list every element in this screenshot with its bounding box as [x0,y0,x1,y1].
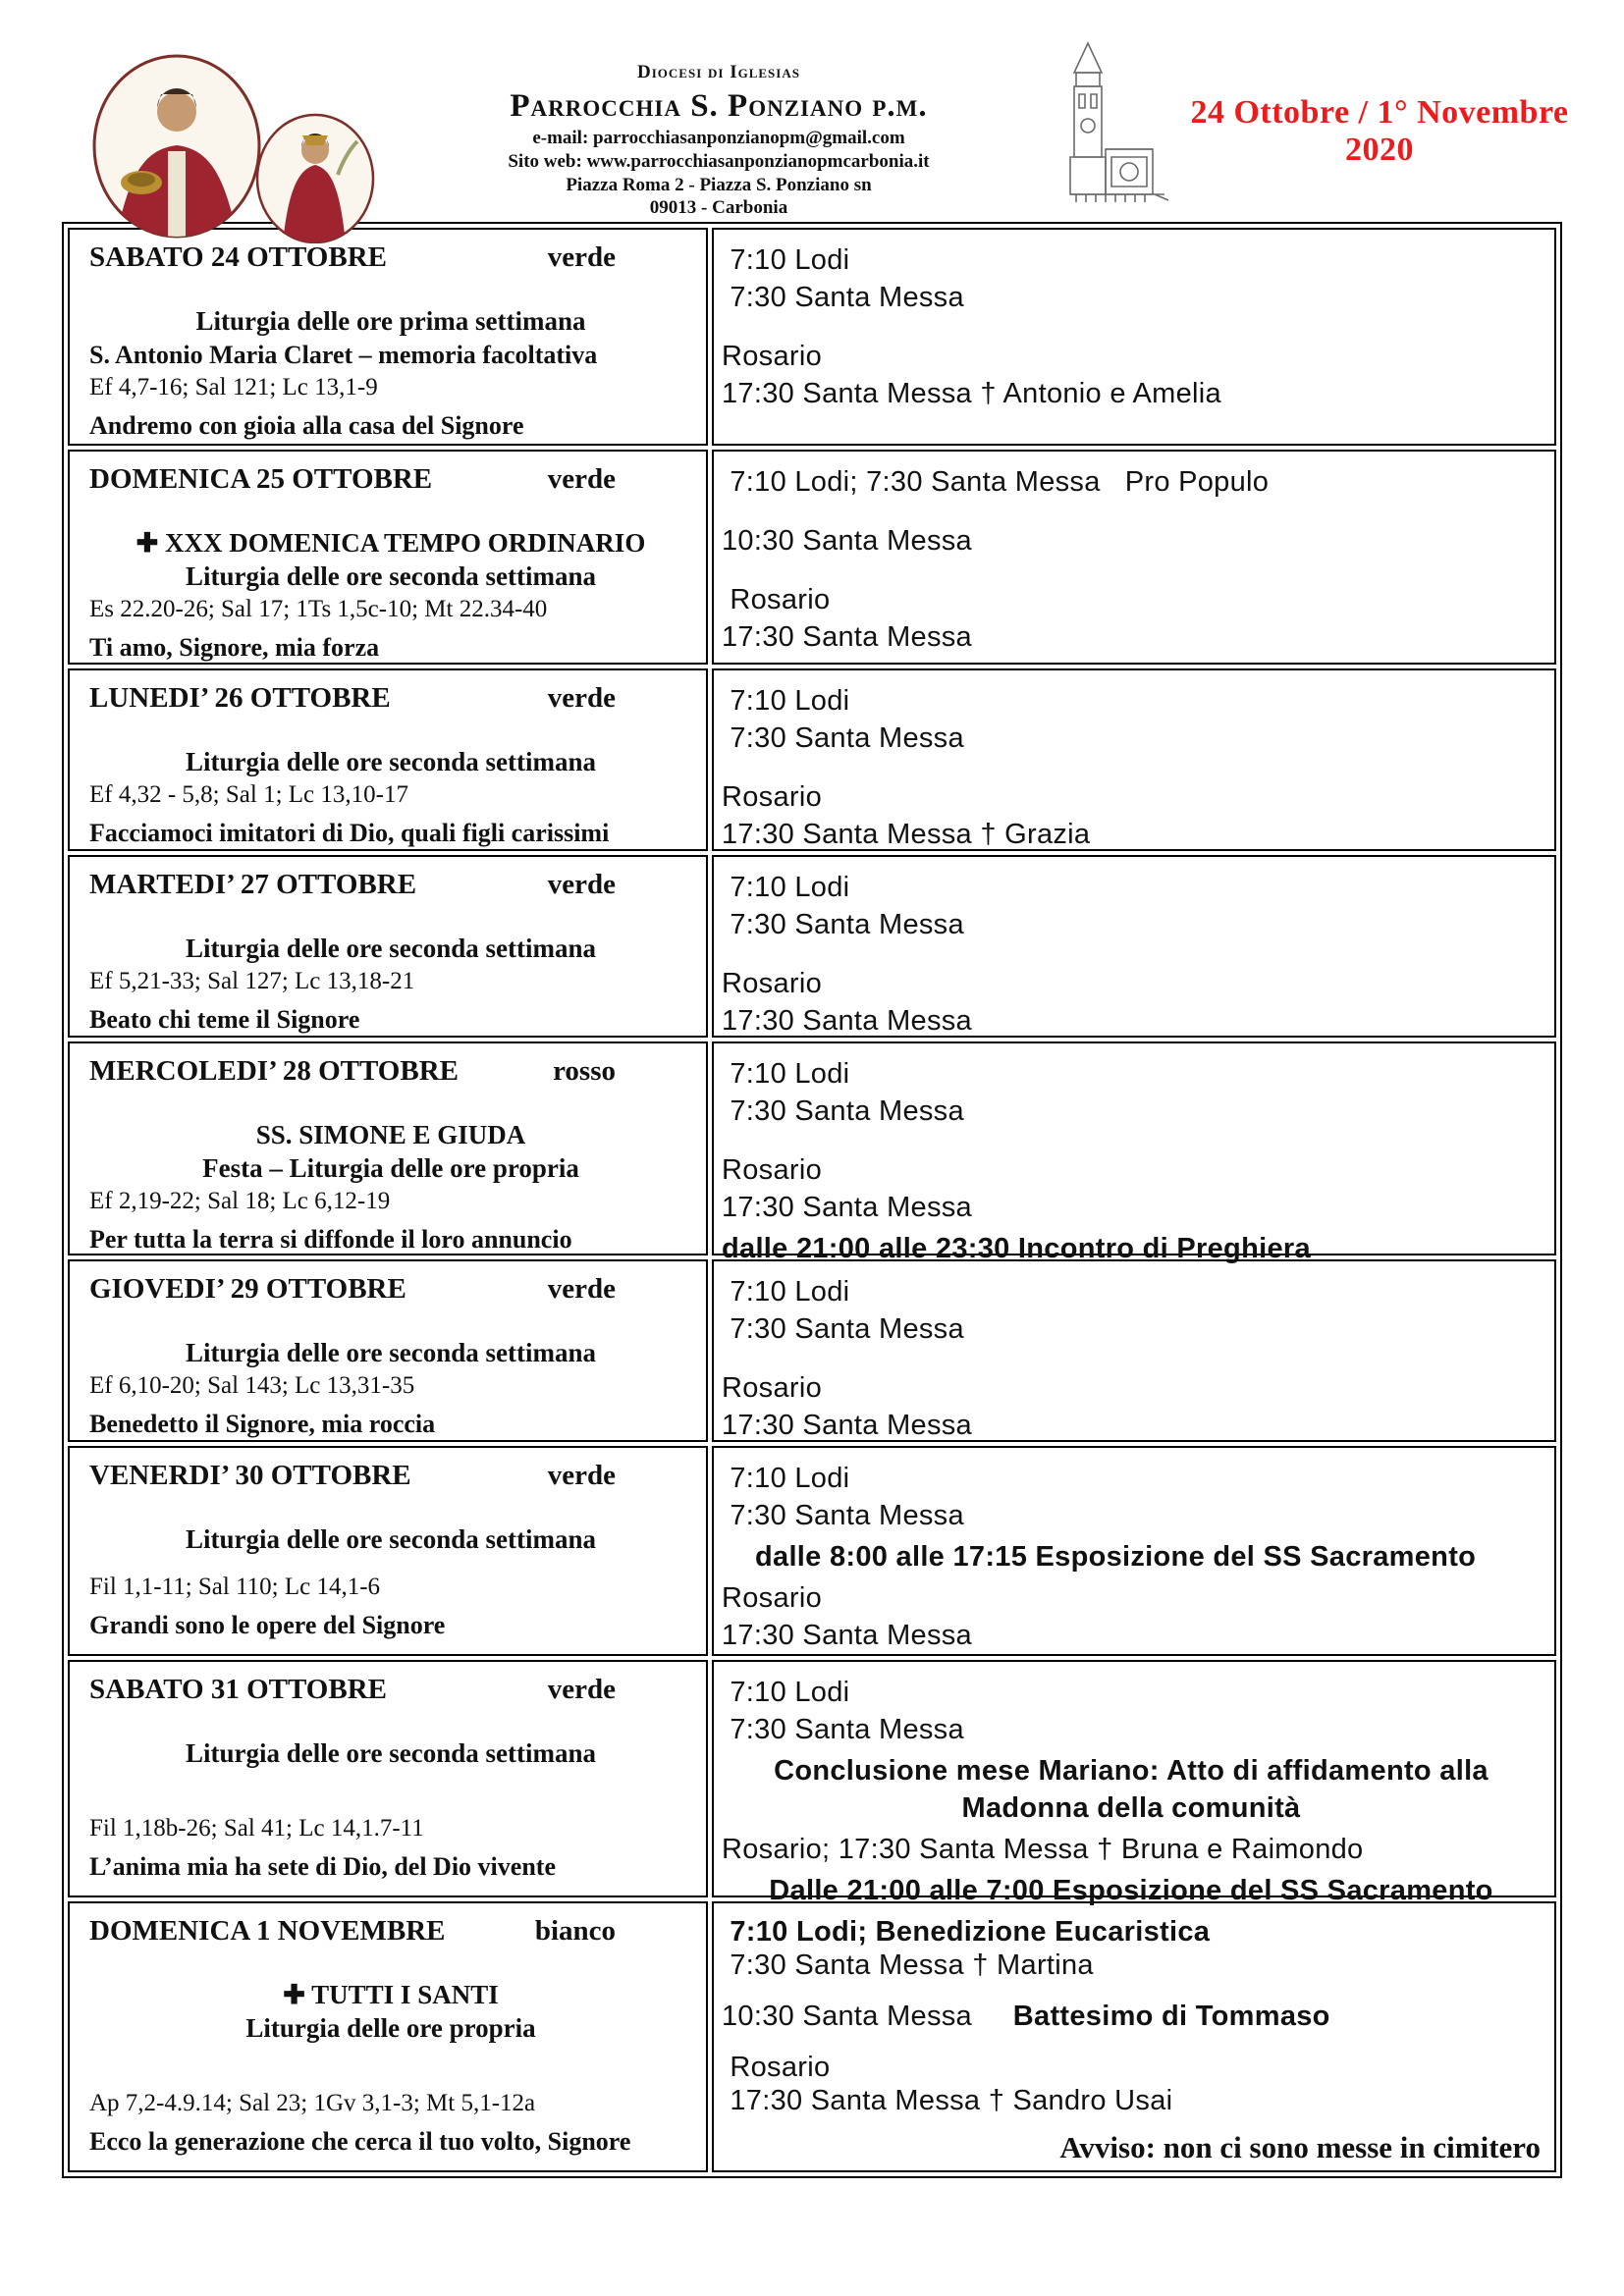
memoria-line: S. Antonio Maria Claret – memoria facoltativa [89,340,598,369]
schedule-row [68,1901,1556,2172]
psalm-line: Benedetto il Signore, mia roccia [89,1410,436,1439]
times-text: 17:30 Santa Messa † Sandro Usai [722,2085,1173,2116]
times-text: Rosario [722,1372,823,1404]
day-info [89,1370,692,1443]
day-header [89,1055,692,1088]
times-line [722,1273,1541,1310]
times-cell-content [714,1662,1554,1906]
day-cell-content [70,1261,706,1440]
times-cell [712,1446,1556,1656]
times-cell-content [714,670,1554,849]
day-cell [68,228,708,446]
readings-line: Ef 2,19-22; Sal 18; Lc 6,12-19 [89,1187,391,1214]
church-tower-sketch [1017,0,1174,211]
liturgical-color-label: verde [547,682,616,714]
times-line [722,1407,1541,1444]
times-line [722,279,1541,316]
times-gap [722,757,1541,778]
liturgical-color-label: verde [547,241,616,273]
times-line [722,375,1541,412]
times-gap [722,316,1541,338]
times-text: 7:10 Lodi [722,244,850,276]
times-cell-content [714,1448,1554,1654]
day-info [89,1186,692,1258]
times-text: Rosario [722,2052,831,2083]
day-header [89,682,692,715]
times-text: 7:30 Santa Messa [722,722,964,754]
times-text: Rosario [722,781,823,813]
psalm-line: Beato chi teme il Signore [89,1005,360,1035]
day-header [89,1460,692,1492]
parish-logos [0,0,444,248]
schedule-row [68,228,1556,446]
feast-line: Liturgia delle ore seconda settimana [186,561,596,591]
readings-line: Fil 1,1-11; Sal 110; Lc 14,1-6 [89,1573,381,1600]
times-line [722,1310,1541,1348]
day-cell [68,1259,708,1442]
times-line [722,1497,1541,1534]
day-info [89,1572,692,1644]
times-text: 7:30 Santa Messa [722,909,964,940]
psalm-line: Andremo con gioia alla casa del Signore [89,411,524,441]
day-title: SABATO 24 OTTOBRE [89,241,387,273]
times-line [722,1915,1541,1949]
times-text: Rosario [722,1154,823,1186]
times-cell [712,1259,1556,1442]
schedule-row [68,450,1556,665]
times-line [722,682,1541,720]
times-line [722,816,1541,853]
saints-images [90,49,414,243]
times-text: Dalle 21:00 alle 7:00 Esposizione del SS Sacramento [769,1875,1493,1906]
times-text: 7:30 Santa Messa † Martina [722,1949,1094,1981]
times-line [722,1617,1541,1654]
times-line [722,1949,1541,1982]
day-cell-content [70,1903,706,2170]
day-header [89,1273,692,1306]
day-title: VENERDI’ 30 OTTOBRE [89,1460,411,1491]
readings-line: Ef 5,21-33; Sal 127; Lc 13,18-21 [89,967,415,994]
day-title: DOMENICA 25 OTTOBRE [89,463,433,495]
times-line [722,241,1541,279]
feast-line: Liturgia delle ore seconda settimana [186,1338,596,1367]
feast-line: Liturgia delle ore seconda settimana [186,934,596,963]
liturgical-color-label: rosso [553,1055,616,1087]
readings-line: Ef 6,10-20; Sal 143; Lc 13,31-35 [89,1371,415,1399]
liturgical-color-label: verde [547,1674,616,1705]
day-cell-content [70,857,706,1036]
liturgical-color-label: verde [547,1273,616,1305]
day-header [89,463,692,496]
times-text: 7:30 Santa Messa [722,282,964,313]
times-text: 7:10 Lodi [722,685,850,717]
psalm-line: Grandi sono le opere del Signore [89,1611,446,1640]
day-cell [68,450,708,665]
feast-line: Liturgia delle ore propria [245,2012,536,2043]
day-cell [68,668,708,851]
times-text: dalle 8:00 alle 17:15 Esposizione del SS Sacramento [755,1541,1477,1573]
times-text: 17:30 Santa Messa [722,1192,972,1223]
parish-email: e-mail: parrocchiasanponzianopm@gmail.com [532,128,905,148]
times-gap [722,1982,1541,2000]
date-range: 24 Ottobre / 1° Novembre 2020 [1190,94,1569,168]
feast-line: Liturgia delle ore prima settimana [195,306,586,336]
times-line [722,2084,1541,2117]
feast-line: Festa – Liturgia delle ore propria [202,1152,579,1183]
times-text: Rosario [722,341,823,372]
schedule-row [68,1259,1556,1442]
times-line [722,1538,1541,1575]
day-title: MERCOLEDI’ 28 OTTOBRE [89,1055,459,1087]
day-header [89,1915,692,1948]
schedule-row [68,1446,1556,1656]
feast-line: Liturgia delle ore seconda settimana [186,1524,596,1554]
times-text: Rosario [722,968,823,999]
times-text: 7:30 Santa Messa [722,1500,964,1531]
schedule-table [62,222,1562,2178]
liturgical-color-label: verde [547,1460,616,1491]
liturgical-color-label: bianco [534,1915,616,1947]
psalm-line: Per tutta la terra si diffonde il loro annuncio [89,1225,572,1254]
times-line [722,1369,1541,1407]
times-cell [712,855,1556,1038]
times-text: 10:30 Santa Messa [722,2001,1013,2032]
times-text: 7:30 Santa Messa [722,1714,964,1745]
times-text: 7:10 Lodi [722,872,850,903]
times-line [722,869,1541,906]
day-cell-content [70,1043,706,1254]
times-line [722,1579,1541,1617]
day-cell [68,1901,708,2172]
day-cell-content [70,452,706,663]
times-line [722,1752,1541,1827]
times-gap [722,560,1541,581]
times-text: 7:10 Lodi; Benedizione Eucaristica [722,1916,1211,1948]
times-line [722,1230,1541,1267]
readings-line: Fil 1,18b-26; Sal 41; Lc 14,1.7-11 [89,1814,424,1842]
times-cell-content [714,230,1554,444]
day-title: MARTEDI’ 27 OTTOBRE [89,869,417,900]
day-title: SABATO 31 OTTOBRE [89,1674,387,1705]
readings-line: Ef 4,7-16; Sal 121; Lc 13,1-9 [89,373,378,400]
times-text: 17:30 Santa Messa [722,1410,972,1441]
times-text: Rosario; 17:30 Santa Messa † Bruna e Raimondo [722,1834,1364,1865]
times-text: 7:30 Santa Messa [722,1313,964,1345]
times-line [722,1055,1541,1093]
day-cell [68,1660,708,1897]
times-cell-content [714,1903,1554,2170]
parish-name: Parrocchia S. Ponziano p.m. [510,87,928,124]
times-line [722,965,1541,1002]
times-text: 7:10 Lodi [722,1463,850,1494]
times-text: 10:30 Santa Messa [722,525,972,557]
psalm-line: L’anima mia ha sete di Dio, del Dio vivente [89,1852,556,1882]
times-text: dalle 21:00 alle 23:30 Incontro di Preghiera [722,1233,1311,1264]
times-gap [722,501,1541,522]
times-line [722,1002,1541,1040]
times-text: 17:30 Santa Messa [722,1005,972,1037]
times-line [722,463,1541,501]
times-line [722,1460,1541,1497]
day-title: DOMENICA 1 NOVEMBRE [89,1915,446,1947]
feast-line: Liturgia delle ore seconda settimana [186,1738,596,1768]
tower-drawing [1017,39,1174,206]
day-info [89,594,692,667]
readings-line: Ap 7,2-4.9.14; Sal 23; 1Gv 3,1-3; Mt 5,1-12a [89,2089,536,2116]
day-header [89,1674,692,1706]
day-cell-content [70,1448,706,1654]
times-text: 17:30 Santa Messa [722,621,972,653]
day-header [89,869,692,901]
psalm-line: Ecco la generazione che cerca il tuo volto, Signore [89,2127,631,2157]
times-line [722,1093,1541,1130]
schedule-row [68,1660,1556,1897]
times-text: 17:30 Santa Messa [722,1620,972,1651]
times-text: 7:30 Santa Messa [722,1095,964,1127]
schedule-row [68,1041,1556,1255]
psalm-line: Facciamoci imitatori di Dio, quali figli carissimi [89,819,610,848]
notice-line [722,2131,1541,2164]
readings-line: Es 22.20-26; Sal 17; 1Ts 1,5c-10; Mt 22.34-40 [89,595,548,622]
feast-line: ✚ XXX DOMENICA TEMPO ORDINARIO [135,528,646,558]
parish-website: Sito web: www.parrocchiasanponzianopmcarbonia.it [508,150,930,172]
feast-line: Liturgia delle ore seconda settimana [186,747,596,776]
day-cell-content [70,230,706,444]
day-cell [68,855,708,1038]
psalm-line: Ti amo, Signore, mia forza [89,633,380,662]
times-cell [712,1660,1556,1906]
parish-header-text [444,0,994,220]
times-line [722,2000,1541,2033]
day-info [89,1813,692,1886]
times-text: Rosario [722,584,831,615]
times-cell-content [714,1043,1554,1264]
day-info [89,339,692,445]
times-gap [722,943,1541,965]
day-title: GIOVEDI’ 29 OTTOBRE [89,1273,406,1305]
times-line [722,1151,1541,1189]
readings-line: Ef 4,32 - 5,8; Sal 1; Lc 13,10-17 [89,780,408,808]
parish-address: Piazza Roma 2 - Piazza S. Ponziano sn [566,174,872,195]
times-line [722,778,1541,816]
header [0,0,1624,222]
times-text: 17:30 Santa Messa † Antonio e Amelia [722,378,1221,409]
liturgical-color-label: verde [547,869,616,900]
times-cell-content [714,1261,1554,1440]
day-cell-content [70,1662,706,1896]
day-info [89,779,692,852]
feast-line: ✚ TUTTI I SANTI [283,1980,499,2009]
times-cell [712,668,1556,851]
feast-line: SS. SIMONE E GIUDA [255,1120,526,1149]
times-cell [712,1901,1556,2172]
times-line [722,906,1541,943]
day-info [89,2088,692,2161]
times-line [722,1872,1541,1909]
times-text: Avviso: non ci sono messe in cimitero [1059,2130,1541,2164]
times-cell [712,228,1556,446]
times-text-bold: Battesimo di Tommaso [1012,2001,1330,2032]
times-text: Conclusione mese Mariano: Atto di affidamento alla Madonna della comunità [774,1755,1497,1824]
day-title: LUNEDI’ 26 OTTOBRE [89,682,391,714]
day-cell-content [70,670,706,849]
times-text: 7:10 Lodi [722,1276,850,1308]
times-text: 7:10 Lodi [722,1677,850,1708]
times-line [722,1711,1541,1748]
day-cell [68,1041,708,1255]
times-line [722,720,1541,757]
times-line [722,338,1541,375]
times-line [722,1674,1541,1711]
schedule-row [68,668,1556,851]
times-line [722,581,1541,618]
times-gap [722,1348,1541,1369]
times-line [722,618,1541,656]
times-line [722,1189,1541,1226]
times-text: Rosario [722,1582,823,1614]
times-line [722,1831,1541,1868]
times-gap [722,1130,1541,1151]
diocese-name: Diocesi di Iglesias [637,62,800,82]
day-cell [68,1446,708,1656]
parish-city: 09013 - Carbonia [649,197,788,219]
day-header [89,241,692,274]
schedule-row [68,855,1556,1038]
times-cell-content [714,857,1554,1036]
times-text: 7:10 Lodi [722,1058,850,1090]
times-line [722,522,1541,560]
times-text: 7:10 Lodi; 7:30 Santa Messa Pro Populo [722,466,1270,498]
times-line [722,2051,1541,2084]
times-cell-content [714,452,1554,663]
times-text: 17:30 Santa Messa † Grazia [722,819,1091,850]
liturgical-color-label: verde [547,463,616,495]
day-info [89,966,692,1039]
times-gap [722,2033,1541,2051]
schedule-body [68,228,1556,2172]
times-cell [712,1041,1556,1264]
times-cell [712,450,1556,665]
